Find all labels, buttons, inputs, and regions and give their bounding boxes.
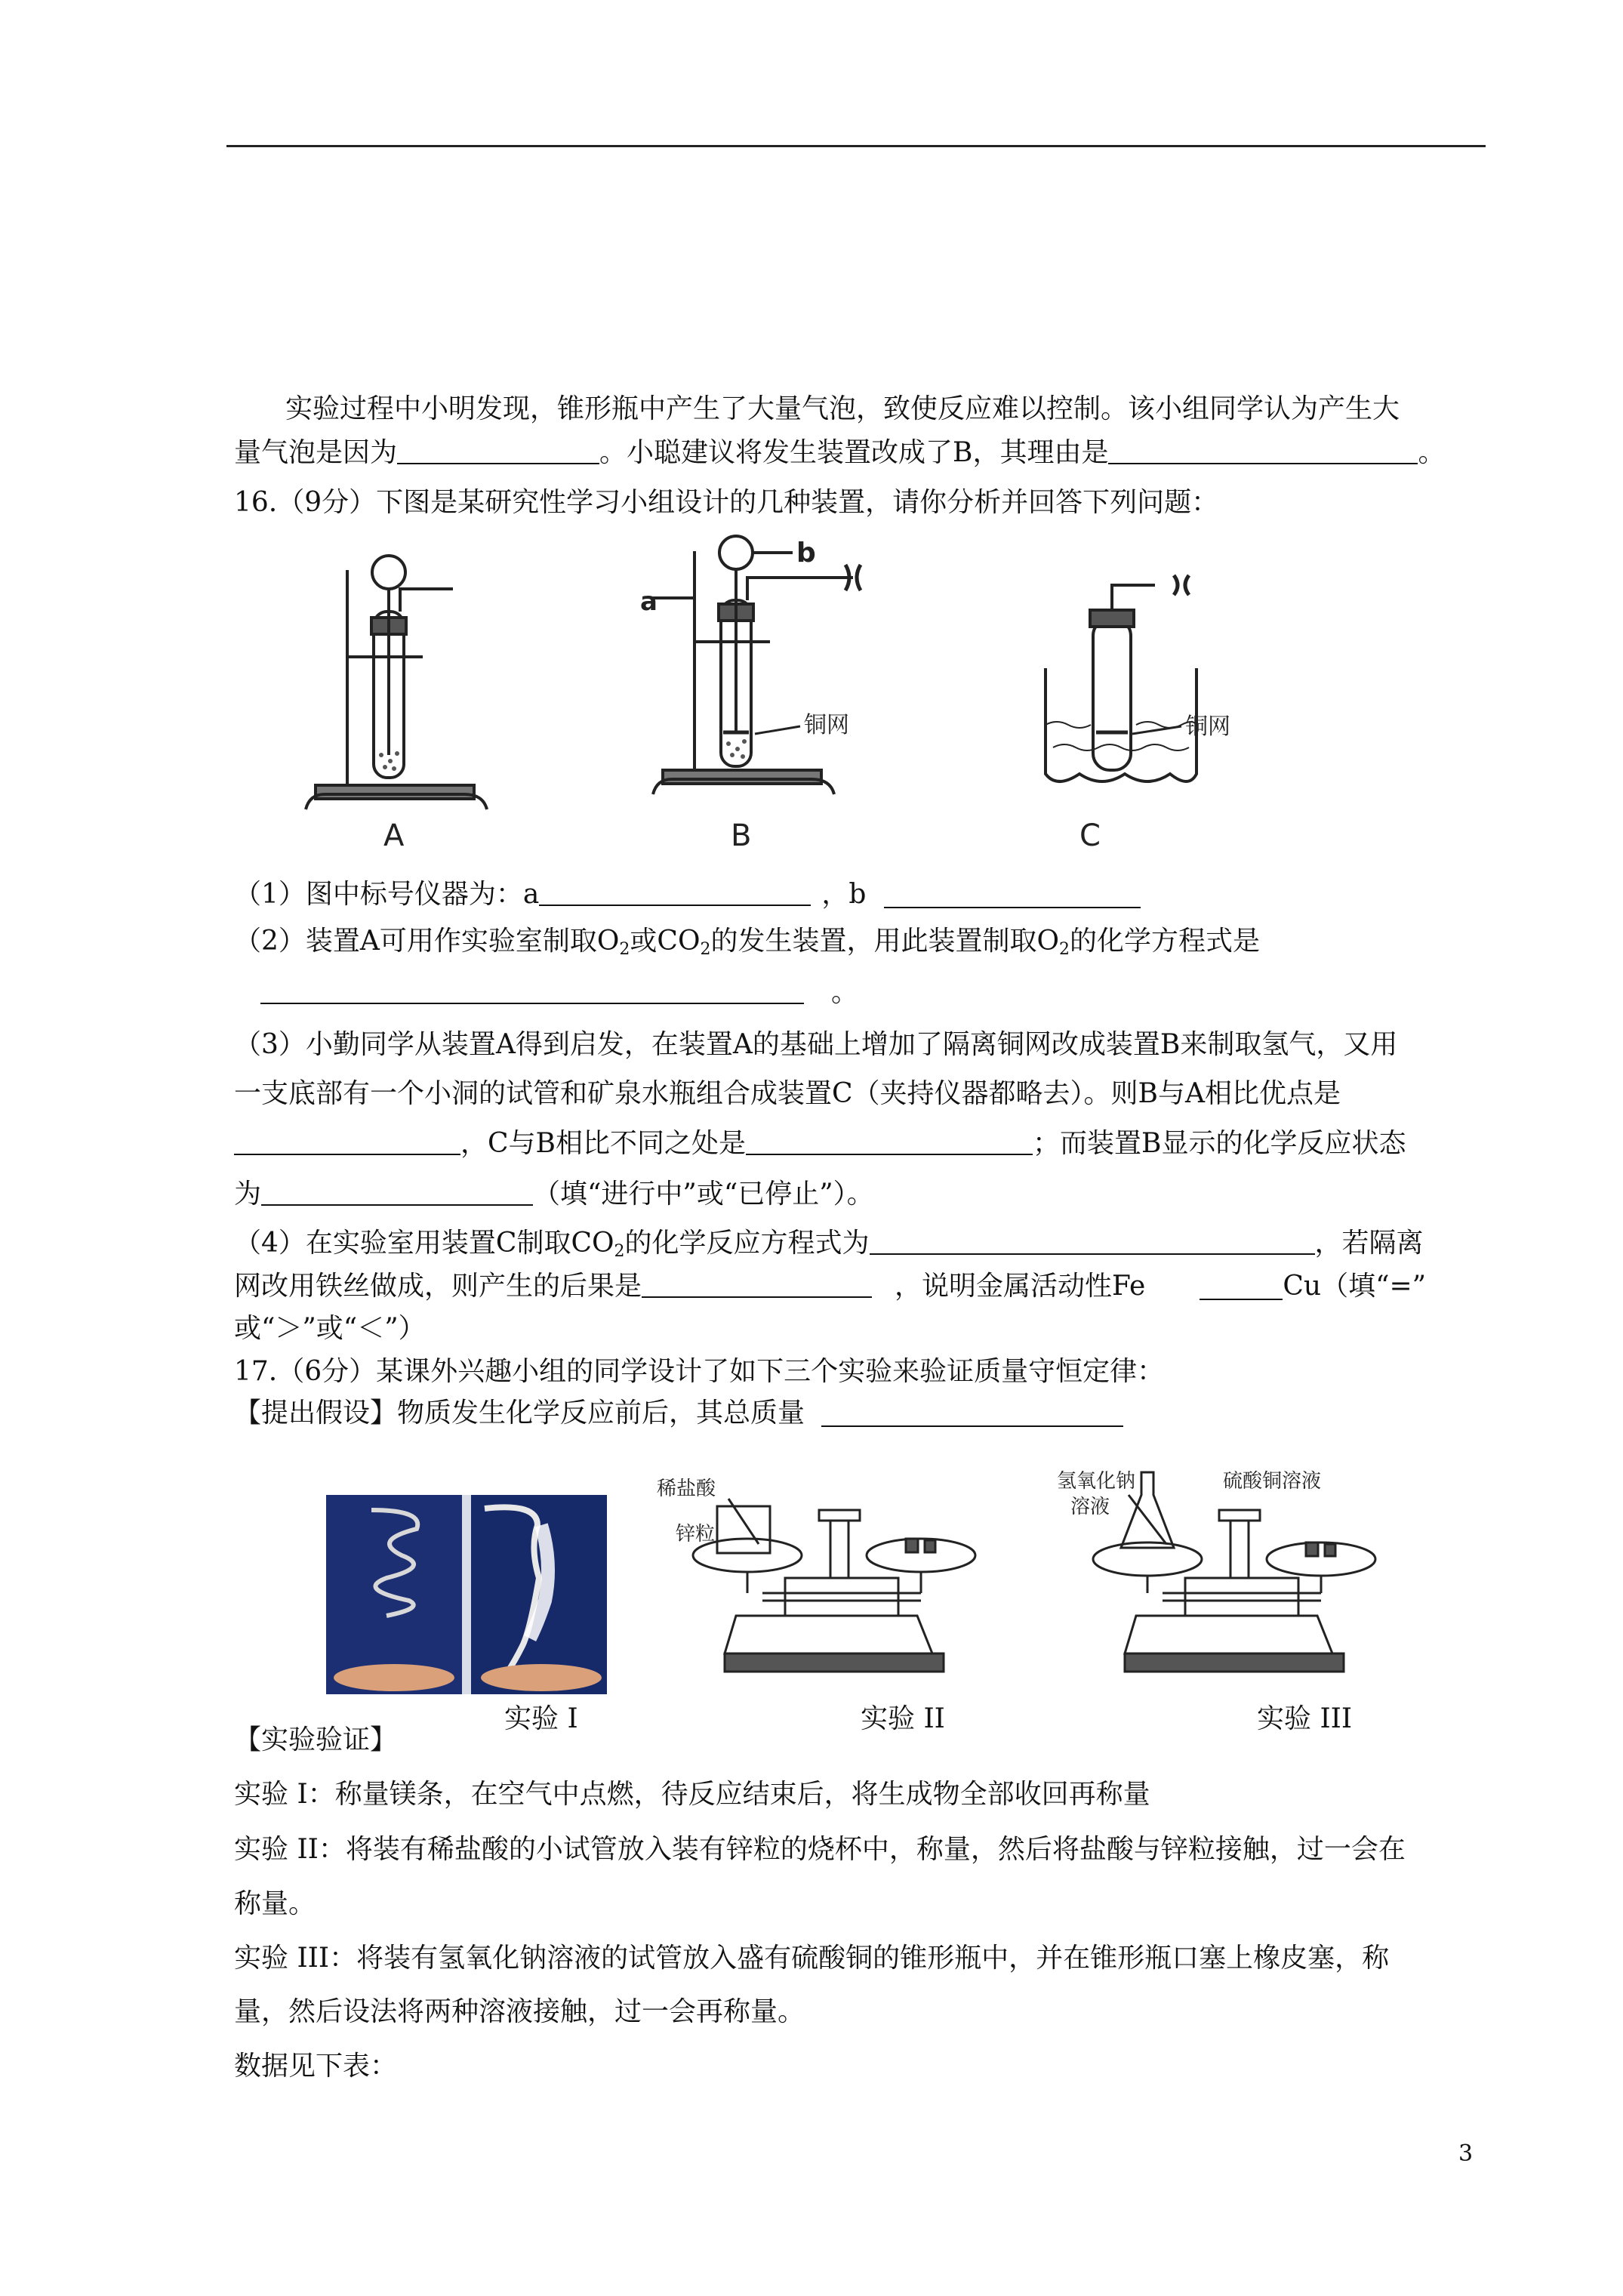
q16-part3-line1: （3）小勤同学从装置A得到启发，在装置A的基础上增加了隔离铜网改成装置B来制取氢气，又用 [234, 1029, 1398, 1060]
q16-title: 16.（9分）下图是某研究性学习小组设计的几种装置，请你分析并回答下列问题： [234, 487, 1219, 518]
answer-blank[interactable] [1200, 1273, 1283, 1300]
page-number: 3 [1458, 2140, 1474, 2167]
q17-title: 17.（6分）某课外兴趣小组的同学设计了如下三个实验来验证质量守恒定律： [234, 1356, 1165, 1387]
label-a: a [640, 587, 658, 617]
q17-hypothesis: 【提出假设】物质发生化学反应前后，其总质量 [234, 1397, 1123, 1430]
caption-exp-3: 实验 III [1257, 1703, 1353, 1734]
answer-blank[interactable] [234, 1128, 460, 1155]
q16-part3-line4: 为 （填“进行中”或“已停止”）。 [234, 1179, 874, 1210]
exp1-text: 实验 I：称量镁条，在空气中点燃，待反应结束后，将生成物全部收回再称量 [234, 1779, 1150, 1810]
balance-ii [693, 1499, 975, 1672]
fig-caption-b: B [731, 818, 752, 853]
copper-mesh-label-b: 铜网 [804, 712, 849, 738]
table-intro: 数据见下表： [234, 2051, 398, 2082]
caption-exp-2: 实验 II [861, 1703, 945, 1734]
q16-part4-line2: 网改用铁丝做成，则产生的后果是 ，说明金属活动性Fe Cu（填“=” [234, 1271, 1427, 1302]
answer-blank[interactable] [397, 437, 599, 464]
q16-part4-line3: 或“＞”或“＜”） [234, 1313, 426, 1344]
caption-exp-1: 实验 I [504, 1703, 578, 1734]
apparatus-a [306, 556, 487, 809]
label-cuso4: 硫酸铜溶液 [1223, 1470, 1322, 1493]
q16-part3-line3: ，C与B相比不同之处是 ；而装置B显示的化学反应状态 [234, 1127, 1406, 1160]
label-hcl: 稀盐酸 [657, 1478, 716, 1500]
magnesium-photo [326, 1495, 607, 1694]
q16-apparatus-figure [302, 529, 1253, 864]
label-zinc: 锌粒 [676, 1523, 716, 1546]
fig-caption-a: A [383, 818, 405, 853]
exp3-text-line2: 量，然后设法将两种溶液接触，过一会再称量。 [234, 1996, 805, 2027]
label-naoh-line2: 溶液 [1070, 1496, 1110, 1518]
q16-part2: （2）装置A可用作实验室制取$O_2$或$CO_2$的发生装置，用此装置制取$O_2$的化学方程式是 [234, 926, 1261, 959]
exp2-text-line2: 称量。 [234, 1888, 316, 1919]
header-rule [226, 145, 1486, 147]
apparatus-b [653, 536, 861, 794]
fig-caption-c: C [1079, 818, 1101, 853]
verify-heading: 【实验验证】 [234, 1724, 398, 1755]
answer-blank[interactable] [821, 1400, 1123, 1427]
answer-blank[interactable] [539, 879, 811, 906]
label-b: b [796, 538, 816, 569]
q16-part4-line1: （4）在实验室用装置C制取$CO_2$的化学反应方程式为 ，若隔离 [234, 1228, 1424, 1261]
apparatus-c [1046, 575, 1196, 781]
q16-part2-answer: 。 [260, 976, 858, 1009]
exp2-text-line1: 实验 II：将装有稀盐酸的小试管放入装有锌粒的烧杯中，称量，然后将盐酸与锌粒接触，过一会在 [234, 1834, 1406, 1865]
q17-balance-figures [657, 1465, 1457, 1702]
answer-blank[interactable] [870, 1228, 1315, 1255]
label-naoh-line1: 氢氧化钠 [1057, 1470, 1136, 1493]
q16-part3-line2: 一支底部有一个小洞的试管和矿泉水瓶组合成装置C（夹持仪器都略去）。则B与A相比优点是 [234, 1078, 1341, 1109]
intro-line-2: 量气泡是因为 。小聪建议将发生装置改成了B，其理由是 。 [234, 437, 1446, 468]
exp3-text-line1: 实验 III：将装有氢氧化钠溶液的试管放入盛有硫酸铜的锥形瓶中，并在锥形瓶口塞上橡皮塞，称 [234, 1943, 1390, 1974]
answer-blank[interactable] [884, 881, 1141, 908]
answer-blank[interactable] [642, 1271, 872, 1298]
q16-part1: （1）图中标号仪器为：a ，b [234, 878, 1141, 911]
intro-line-1: 实验过程中小明发现，锥形瓶中产生了大量气泡，致使反应难以控制。该小组同学认为产生大 [285, 393, 1400, 424]
answer-blank[interactable] [261, 1179, 533, 1206]
copper-mesh-label-c: 铜网 [1185, 713, 1230, 740]
balance-iii [1093, 1472, 1375, 1672]
answer-blank[interactable] [746, 1128, 1033, 1155]
answer-blank[interactable] [1108, 437, 1418, 464]
answer-blank[interactable] [260, 977, 804, 1004]
